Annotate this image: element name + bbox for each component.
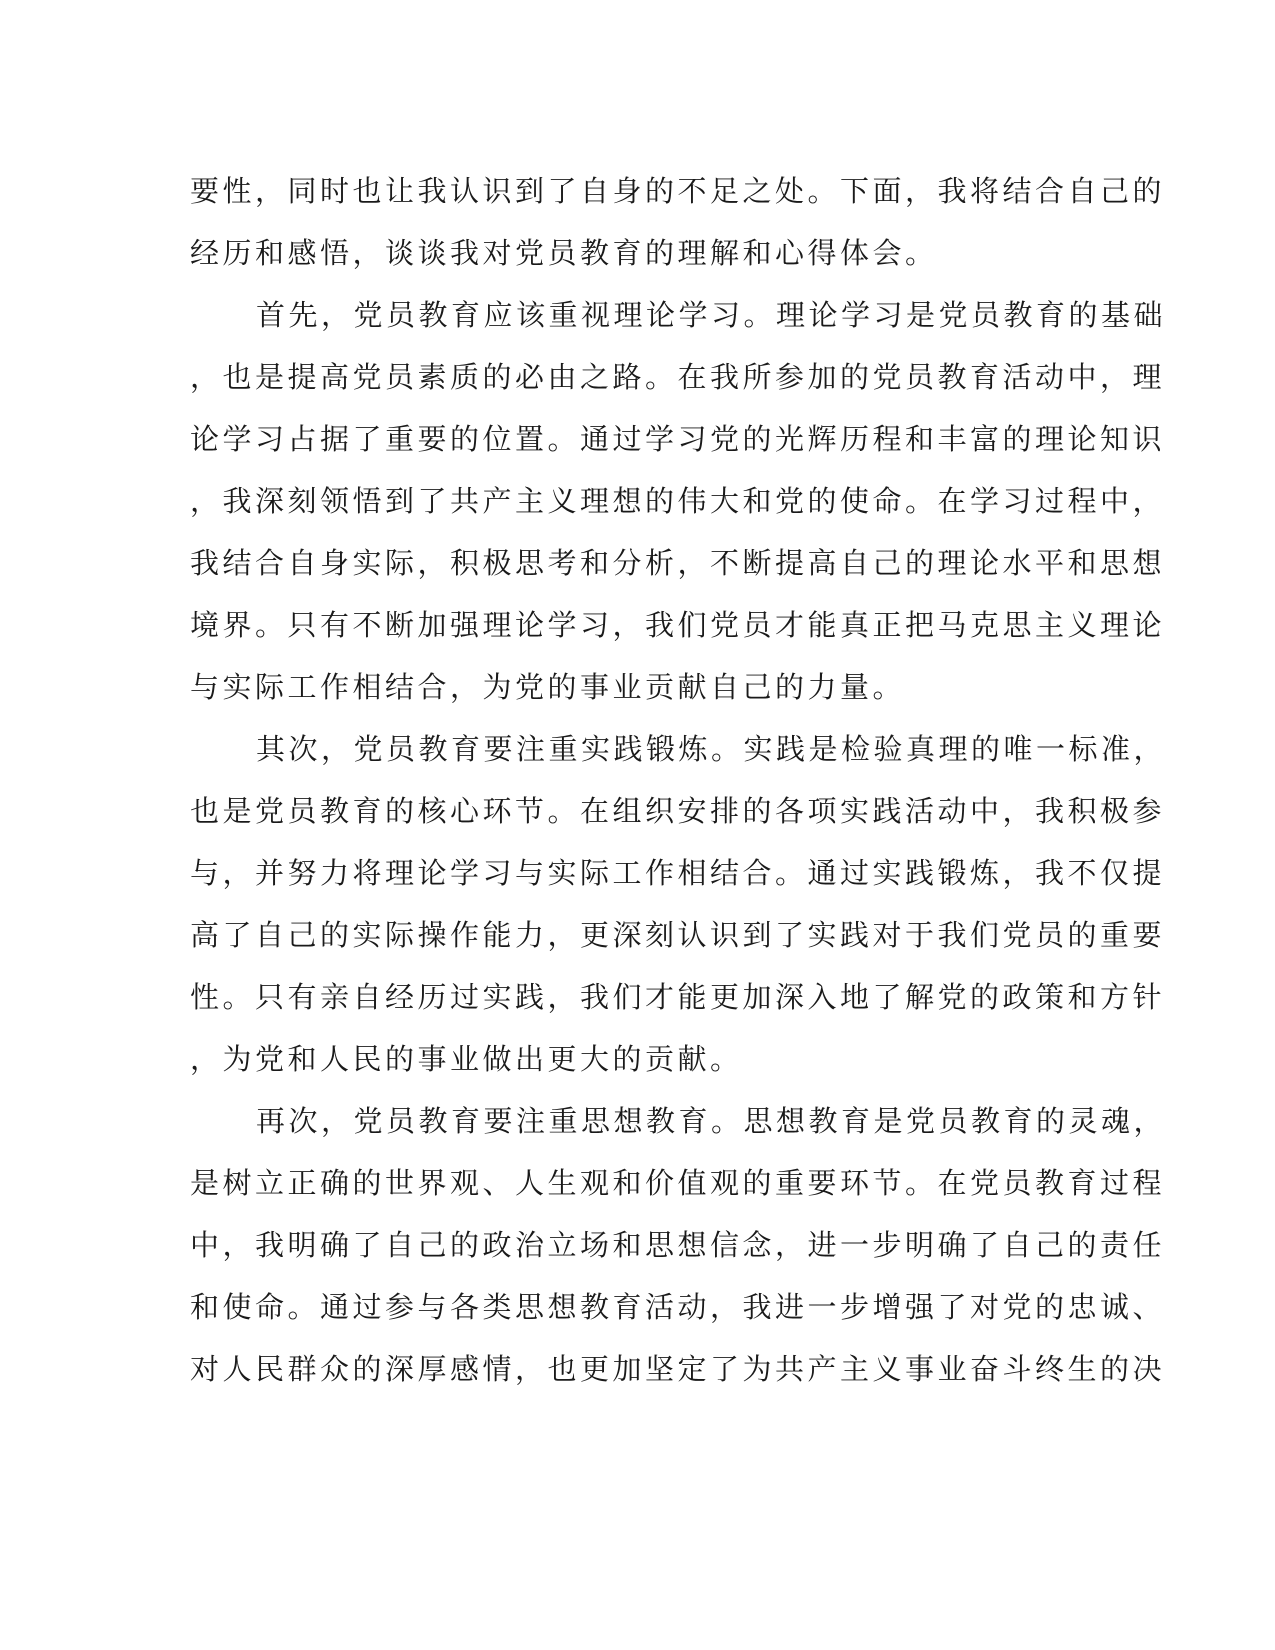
text-line: 对人民群众的深厚感情，也更加坚定了为共产主义事业奋斗终生的决: [190, 1352, 1166, 1386]
text-line: 性。只有亲自经历过实践，我们才能更加深入地了解党的政策和方针: [190, 980, 1166, 1014]
body-text: [190, 160, 1167, 1400]
text-line: 高了自己的实际操作能力，更深刻认识到了实践对于我们党员的重要: [190, 918, 1166, 952]
text-line: 境界。只有不断加强理论学习，我们党员才能真正把马克思主义理论: [190, 608, 1166, 642]
text-line: ，我深刻领悟到了共产主义理想的伟大和党的使命。在学习过程中，: [190, 484, 1166, 518]
text-line: ，为党和人民的事业做出更大的贡献。: [190, 1042, 743, 1076]
text-line: 也是党员教育的核心环节。在组织安排的各项实践活动中，我积极参: [190, 794, 1166, 828]
text-line: 与实际工作相结合，为党的事业贡献自己的力量。: [190, 670, 906, 704]
text-line: 中，我明确了自己的政治立场和思想信念，进一步明确了自己的责任: [190, 1228, 1166, 1262]
paragraph-start-line: 其次，党员教育要注重实践锻炼。实践是检验真理的唯一标准，: [256, 732, 1167, 766]
text-line: 和使命。通过参与各类思想教育活动，我进一步增强了对党的忠诚、: [190, 1290, 1166, 1324]
paragraph-start-line: 再次，党员教育要注重思想教育。思想教育是党员教育的灵魂，: [256, 1104, 1167, 1138]
paragraph-start-line: 首先，党员教育应该重视理论学习。理论学习是党员教育的基础: [256, 298, 1167, 332]
text-line: ，也是提高党员素质的必由之路。在我所参加的党员教育活动中，理: [190, 360, 1166, 394]
text-line: 与，并努力将理论学习与实际工作相结合。通过实践锻炼，我不仅提: [190, 856, 1166, 890]
text-line: 要性，同时也让我认识到了自身的不足之处。下面，我将结合自己的: [190, 174, 1166, 208]
text-line: 经历和感悟，谈谈我对党员教育的理解和心得体会。: [190, 236, 938, 270]
text-line: 我结合自身实际，积极思考和分析，不断提高自己的理论水平和思想: [190, 546, 1166, 580]
text-line: 是树立正确的世界观、人生观和价值观的重要环节。在党员教育过程: [190, 1166, 1166, 1200]
text-line: 论学习占据了重要的位置。通过学习党的光辉历程和丰富的理论知识: [190, 422, 1166, 456]
